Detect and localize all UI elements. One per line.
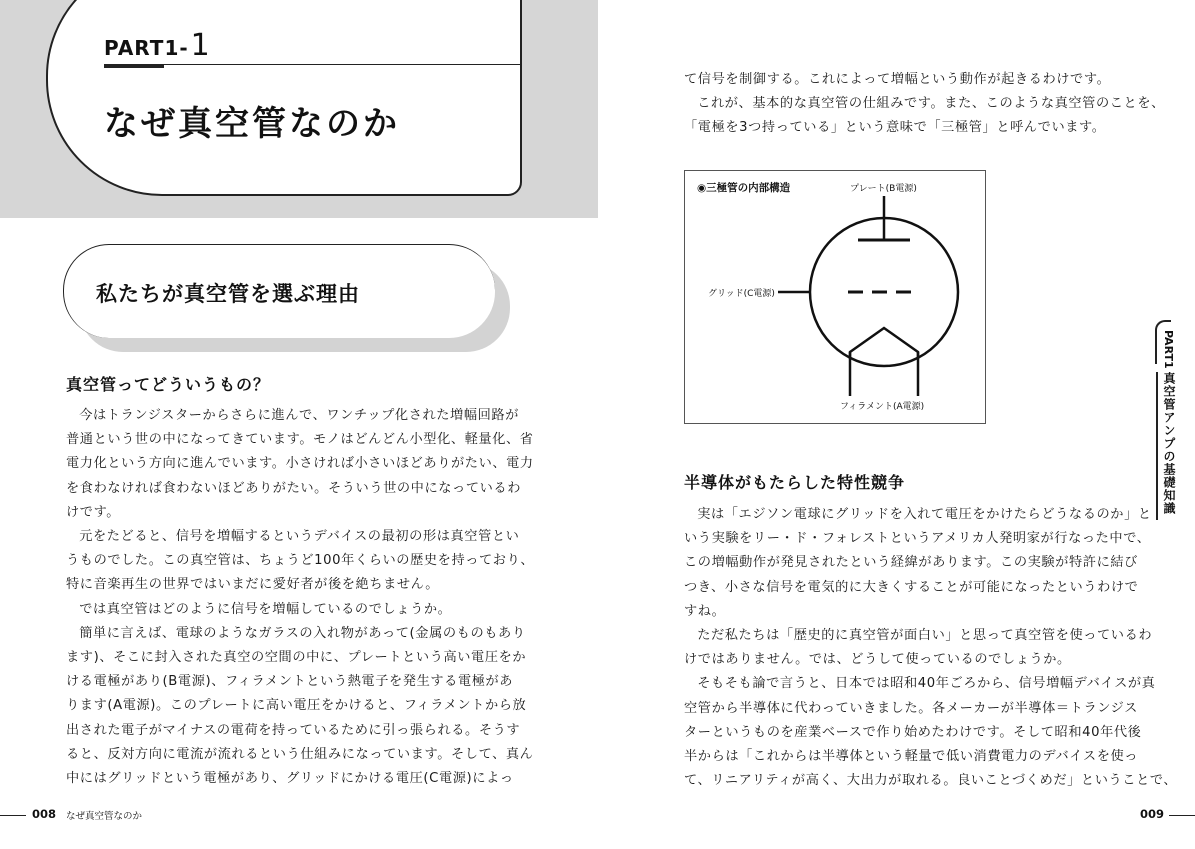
section-heading: 私たちが真空管を選ぶ理由 bbox=[96, 282, 360, 306]
page-number-right: 009 bbox=[1140, 807, 1165, 821]
part-label-text: PART1- bbox=[104, 36, 189, 60]
text-line: 空管から半導体に代わっていきました。各メーカーが半導体＝トランジス bbox=[684, 700, 1138, 716]
footer-rule-left bbox=[0, 815, 26, 816]
text-line: 普通という世の中になってきています。モノはどんどん小型化、軽量化、省 bbox=[66, 432, 534, 448]
text-line: ける電極があり(B電源)、フィラメントという熱電子を発生する電極があ bbox=[66, 674, 514, 690]
side-part-label: PART1 bbox=[1162, 330, 1175, 369]
running-head: なぜ真空管なのか bbox=[66, 811, 143, 822]
part-rule bbox=[104, 64, 522, 65]
filament-label: フィラメント(A電源) bbox=[840, 402, 925, 412]
text-line: けです。 bbox=[66, 504, 121, 520]
text-line: この増幅動作が発見されたという経緯があります。この実験が特許に結び bbox=[684, 555, 1138, 571]
footer-rule-right bbox=[1169, 815, 1195, 816]
text-line: 半からは「これからは半導体という軽量で低い消費電力のデバイスを使っ bbox=[684, 749, 1139, 765]
chapter-title: なぜ真空管なのか bbox=[104, 104, 400, 144]
grid-label: グリッド(C電源) bbox=[708, 289, 775, 299]
side-index-bar bbox=[1156, 372, 1158, 520]
text-line: て信号を制御する。これによって増幅という動作が起きるわけです。 bbox=[684, 72, 1111, 87]
text-line: ます)、そこに封入された真空の空間の中に、プレートという高い電圧をか bbox=[66, 650, 527, 666]
text-line: 中にはグリッドという電極があり、グリッドにかける電圧(C電源)によっ bbox=[66, 771, 514, 787]
text-line: 出された電子がマイナスの電荷を持っているために引っ張られる。そうす bbox=[66, 722, 521, 738]
text-line: て、リニアリティが高く、大出力が取れる。良いことづくめだ」ということで、 bbox=[684, 773, 1178, 789]
right-top-body-text bbox=[684, 68, 1165, 141]
filament bbox=[850, 328, 918, 358]
text-line: つき、小さな信号を電気的に大きくすることが可能になったというわけで bbox=[684, 579, 1139, 595]
part-rule-accent bbox=[104, 65, 164, 68]
text-line: 簡単に言えば、電球のようなガラスの入れ物があって(金属のものもあり bbox=[79, 625, 526, 641]
text-line: ります(A電源)。このプレートに高い電圧をかけると、フィラメントから放 bbox=[66, 698, 527, 714]
text-line: これが、基本的な真空管の仕組みです。また、このような真空管のことを、 bbox=[697, 96, 1165, 112]
text-line: そもそも論で言うと、日本では昭和40年ごろから、信号増幅デバイスが真 bbox=[697, 676, 1156, 692]
text-line: 電力化という方向に進んでいます。小さければ小さいほどありがたい、電力 bbox=[66, 456, 534, 472]
part-label bbox=[104, 28, 211, 63]
figure-title: ◉三極管の内部構造 bbox=[697, 182, 791, 194]
text-line: 元をたどると、信号を増幅するというデバイスの最初の形は真空管とい bbox=[79, 529, 520, 545]
side-index-title: 真空管アンプの基礎知識 bbox=[1162, 372, 1176, 515]
right-subhead: 半導体がもたらした特性競争 bbox=[684, 473, 906, 492]
text-line: 「電極を3つ持っている」という意味で「三極管」と呼んでいます。 bbox=[684, 120, 1106, 136]
plate-label: プレート(B電源) bbox=[850, 184, 917, 194]
left-body-text bbox=[66, 404, 535, 791]
left-subhead: 真空管ってどういうもの？ bbox=[66, 375, 271, 394]
part-number: 1 bbox=[190, 28, 211, 63]
text-line: ただ私たちは「歴史的に真空管が面白い」と思って真空管を使っているわ bbox=[697, 628, 1153, 644]
text-line: いう実験をリー・ド・フォレストというアメリカ人発明家が行なった中で、 bbox=[684, 531, 1151, 547]
text-line: ターというものを産業ベースで作り始めたわけです。そして昭和40年代後 bbox=[684, 724, 1142, 740]
text-line: すね。 bbox=[684, 603, 726, 619]
text-line: 実は「エジソン電球にグリッドを入れて電圧をかけたらどうなるのか」と bbox=[697, 507, 1152, 522]
text-line: うものでした。この真空管は、ちょうど100年くらいの歴史を持っており、 bbox=[66, 553, 535, 569]
text-line: ると、反対方向に電流が流れるという仕組みになっています。そして、真ん bbox=[66, 746, 534, 762]
text-line: を食わなければ食わないほどありがたい。そういう世の中になっているわ bbox=[66, 480, 521, 496]
text-line: では真空管はどのように信号を増幅しているのでしょうか。 bbox=[79, 601, 452, 617]
page-number-left: 008 bbox=[32, 807, 57, 821]
text-line: けではありません。では、どうして使っているのでしょうか。 bbox=[684, 652, 1071, 668]
text-line: 今はトランジスターからさらに進んで、ワンチップ化された増幅回路が bbox=[79, 408, 519, 423]
text-line: 特に音楽再生の世界ではいまだに愛好者が後を絶ちません。 bbox=[66, 577, 440, 593]
right-bottom-body-text bbox=[684, 503, 1178, 793]
